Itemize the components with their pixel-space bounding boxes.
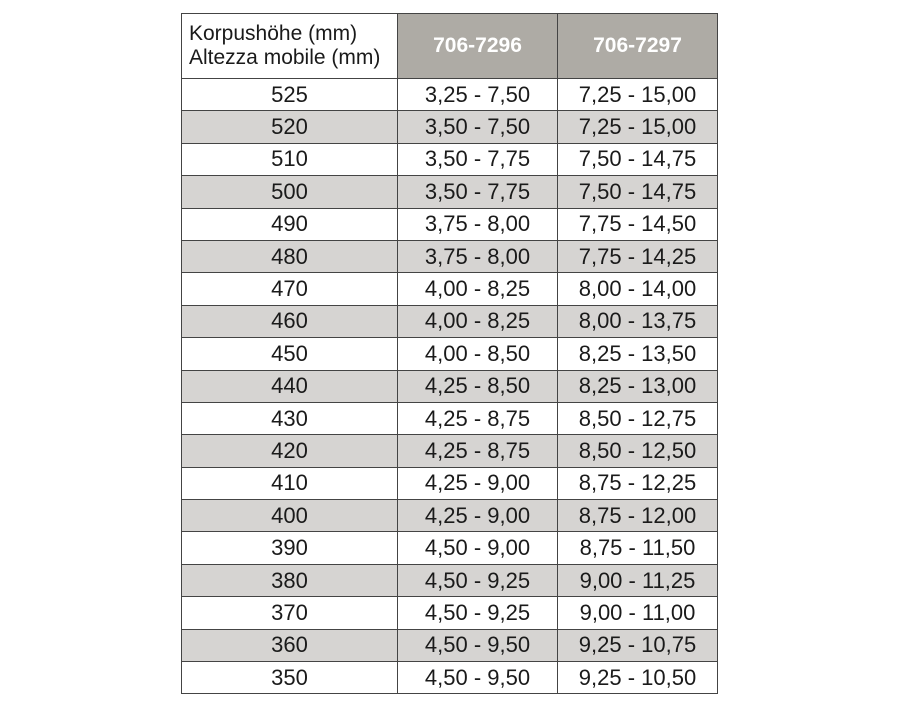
range-706-7297-cell: 7,50 - 14,75: [558, 143, 718, 175]
range-706-7297-cell: 8,50 - 12,50: [558, 435, 718, 467]
range-706-7297-cell: 7,75 - 14,50: [558, 208, 718, 240]
height-cell: 420: [182, 435, 398, 467]
table-row: [182, 79, 718, 111]
height-cell: 500: [182, 176, 398, 208]
range-706-7297-cell: 8,25 - 13,00: [558, 370, 718, 402]
table-row: [182, 402, 718, 434]
height-cell: 470: [182, 273, 398, 305]
range-706-7296-cell: 4,50 - 9,50: [398, 629, 558, 661]
table-row: [182, 532, 718, 564]
range-706-7296-cell: 3,50 - 7,75: [398, 143, 558, 175]
table-row: [182, 597, 718, 629]
range-706-7297-cell: 8,75 - 12,00: [558, 500, 718, 532]
height-cell: 460: [182, 305, 398, 337]
range-706-7296-cell: 4,50 - 9,25: [398, 564, 558, 596]
range-706-7297-cell: 7,75 - 14,25: [558, 240, 718, 272]
range-706-7296-cell: 4,25 - 9,00: [398, 500, 558, 532]
range-706-7296-cell: 3,50 - 7,50: [398, 111, 558, 143]
range-706-7296-cell: 4,50 - 9,50: [398, 662, 558, 694]
header-row: [182, 14, 718, 79]
height-cell: 390: [182, 532, 398, 564]
range-706-7296-cell: 4,25 - 8,75: [398, 402, 558, 434]
range-706-7297-cell: 8,50 - 12,75: [558, 402, 718, 434]
range-706-7297-cell: 8,25 - 13,50: [558, 338, 718, 370]
spec-table: [181, 13, 718, 694]
model-header-706-7297: 706-7297: [558, 14, 718, 79]
height-cell: 520: [182, 111, 398, 143]
range-706-7297-cell: 7,25 - 15,00: [558, 111, 718, 143]
height-cell: 480: [182, 240, 398, 272]
table-row: [182, 338, 718, 370]
height-cell: 440: [182, 370, 398, 402]
table-row: [182, 111, 718, 143]
range-706-7296-cell: 4,00 - 8,50: [398, 338, 558, 370]
range-706-7296-cell: 4,00 - 8,25: [398, 273, 558, 305]
height-cell: 510: [182, 143, 398, 175]
table-row: [182, 240, 718, 272]
table-row: [182, 305, 718, 337]
range-706-7296-cell: 4,50 - 9,25: [398, 597, 558, 629]
range-706-7297-cell: 7,50 - 14,75: [558, 176, 718, 208]
header-label-italian: Altezza mobile (mm): [189, 46, 381, 69]
range-706-7297-cell: 9,00 - 11,00: [558, 597, 718, 629]
range-706-7297-cell: 8,75 - 12,25: [558, 467, 718, 499]
table-row: [182, 273, 718, 305]
range-706-7296-cell: 4,25 - 9,00: [398, 467, 558, 499]
height-cell: 490: [182, 208, 398, 240]
table-row: [182, 662, 718, 694]
range-706-7296-cell: 4,00 - 8,25: [398, 305, 558, 337]
range-706-7296-cell: 3,50 - 7,75: [398, 176, 558, 208]
height-cell: 350: [182, 662, 398, 694]
range-706-7296-cell: 4,50 - 9,00: [398, 532, 558, 564]
table-body: [182, 79, 718, 694]
range-706-7297-cell: 9,25 - 10,75: [558, 629, 718, 661]
range-706-7297-cell: 9,25 - 10,50: [558, 662, 718, 694]
table-row: [182, 176, 718, 208]
header-label-german: Korpushöhe (mm): [189, 22, 358, 45]
range-706-7297-cell: 8,00 - 14,00: [558, 273, 718, 305]
range-706-7296-cell: 3,75 - 8,00: [398, 208, 558, 240]
range-706-7297-cell: 7,25 - 15,00: [558, 79, 718, 111]
table-row: [182, 370, 718, 402]
range-706-7296-cell: 3,25 - 7,50: [398, 79, 558, 111]
cabinet-height-header: [182, 14, 398, 79]
height-cell: 525: [182, 79, 398, 111]
table-header: [182, 14, 718, 79]
range-706-7296-cell: 3,75 - 8,00: [398, 240, 558, 272]
height-cell: 430: [182, 402, 398, 434]
table-row: [182, 208, 718, 240]
table-row: [182, 435, 718, 467]
height-cell: 450: [182, 338, 398, 370]
table-row: [182, 467, 718, 499]
table-row: [182, 629, 718, 661]
range-706-7297-cell: 8,75 - 11,50: [558, 532, 718, 564]
height-cell: 360: [182, 629, 398, 661]
table-row: [182, 564, 718, 596]
height-cell: 400: [182, 500, 398, 532]
height-cell: 380: [182, 564, 398, 596]
range-706-7296-cell: 4,25 - 8,75: [398, 435, 558, 467]
table-row: [182, 143, 718, 175]
height-cell: 370: [182, 597, 398, 629]
table-row: [182, 500, 718, 532]
height-cell: 410: [182, 467, 398, 499]
range-706-7296-cell: 4,25 - 8,50: [398, 370, 558, 402]
range-706-7297-cell: 9,00 - 11,25: [558, 564, 718, 596]
range-706-7297-cell: 8,00 - 13,75: [558, 305, 718, 337]
model-header-706-7296: 706-7296: [398, 14, 558, 79]
